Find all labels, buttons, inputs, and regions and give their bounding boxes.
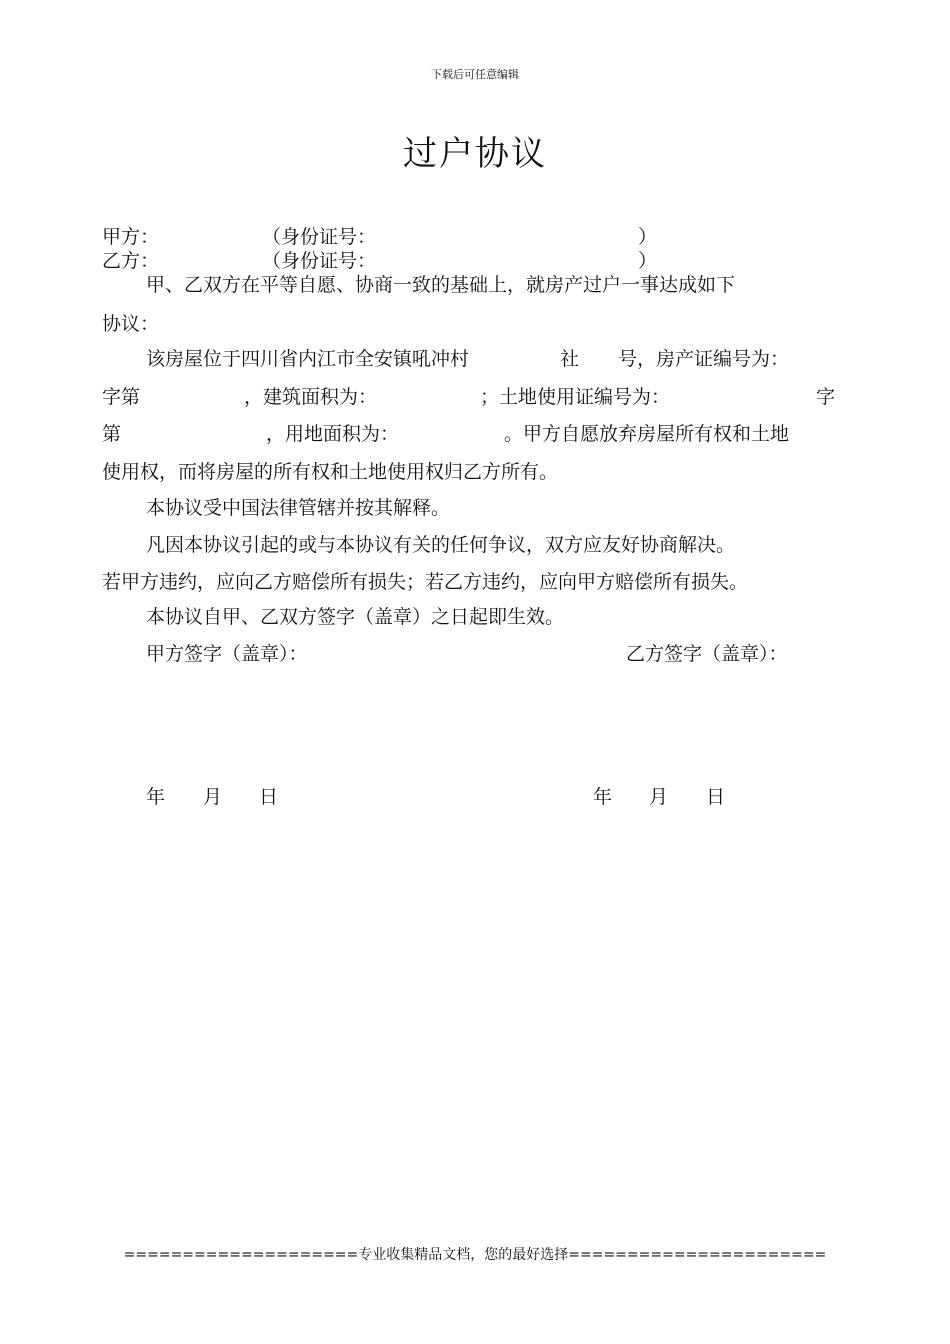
document-title: 过户协议 — [403, 134, 547, 174]
date-b-year: 年 — [593, 786, 613, 808]
date-b-day: 日 — [706, 786, 726, 808]
para5: 本协议自甲、乙双方签字（盖章）之日起即生效。 — [146, 606, 565, 628]
para2-line1-a: 该房屋位于四川省内江市全安镇吼冲村 — [146, 348, 470, 370]
para2-line2-a: 字第 — [102, 386, 141, 408]
para2-line1-b: 社 — [560, 348, 580, 370]
para2-line1-c: 号，房产证编号为： — [618, 348, 790, 370]
signature-party-a: 甲方签字（盖章）： — [146, 643, 308, 665]
para2-line3-b: ，用地面积为： — [266, 423, 400, 445]
para2-line2-c: ；土地使用证编号为： — [480, 386, 671, 408]
para2-line2-d: 字 — [816, 386, 836, 408]
footer-banner: ====================专业收集精品文档，您的最好选择====================== — [123, 1247, 827, 1263]
party-b-label: 乙方： — [102, 250, 160, 272]
date-a-day: 日 — [259, 786, 279, 808]
para3: 本协议受中国法律管辖并按其解释。 — [146, 497, 451, 519]
party-a-id-close: ） — [638, 226, 658, 248]
para1-line1: 甲、乙双方在平等自愿、协商一致的基础上，就房产过户一事达成如下 — [146, 274, 736, 296]
header-note: 下载后可任意编辑 — [431, 68, 519, 81]
para1-line2: 协议： — [102, 313, 160, 335]
party-b-id-label: （身份证号： — [262, 250, 377, 272]
para4-line2: 若甲方违约，应向乙方赔偿所有损失；若乙方违约，应向甲方赔偿所有损失。 — [102, 571, 749, 593]
date-a-month: 月 — [203, 786, 223, 808]
party-a-id-label: （身份证号： — [262, 226, 377, 248]
para2-line3-a: 第 — [102, 423, 122, 445]
para4-line1: 凡因本协议引起的或与本协议有关的任何争议，双方应友好协商解决。 — [146, 534, 736, 556]
party-b-id-close: ） — [638, 250, 658, 272]
date-a-year: 年 — [146, 786, 166, 808]
date-b-month: 月 — [649, 786, 669, 808]
para2-line4: 使用权，而将房屋的所有权和土地使用权归乙方所有。 — [102, 461, 559, 483]
party-a-label: 甲方： — [102, 226, 160, 248]
para2-line2-b: ，建筑面积为： — [244, 386, 378, 408]
para2-line3-c: 。甲方自愿放弃房屋所有权和土地 — [504, 423, 790, 445]
signature-party-b: 乙方签字（盖章）： — [626, 643, 788, 665]
